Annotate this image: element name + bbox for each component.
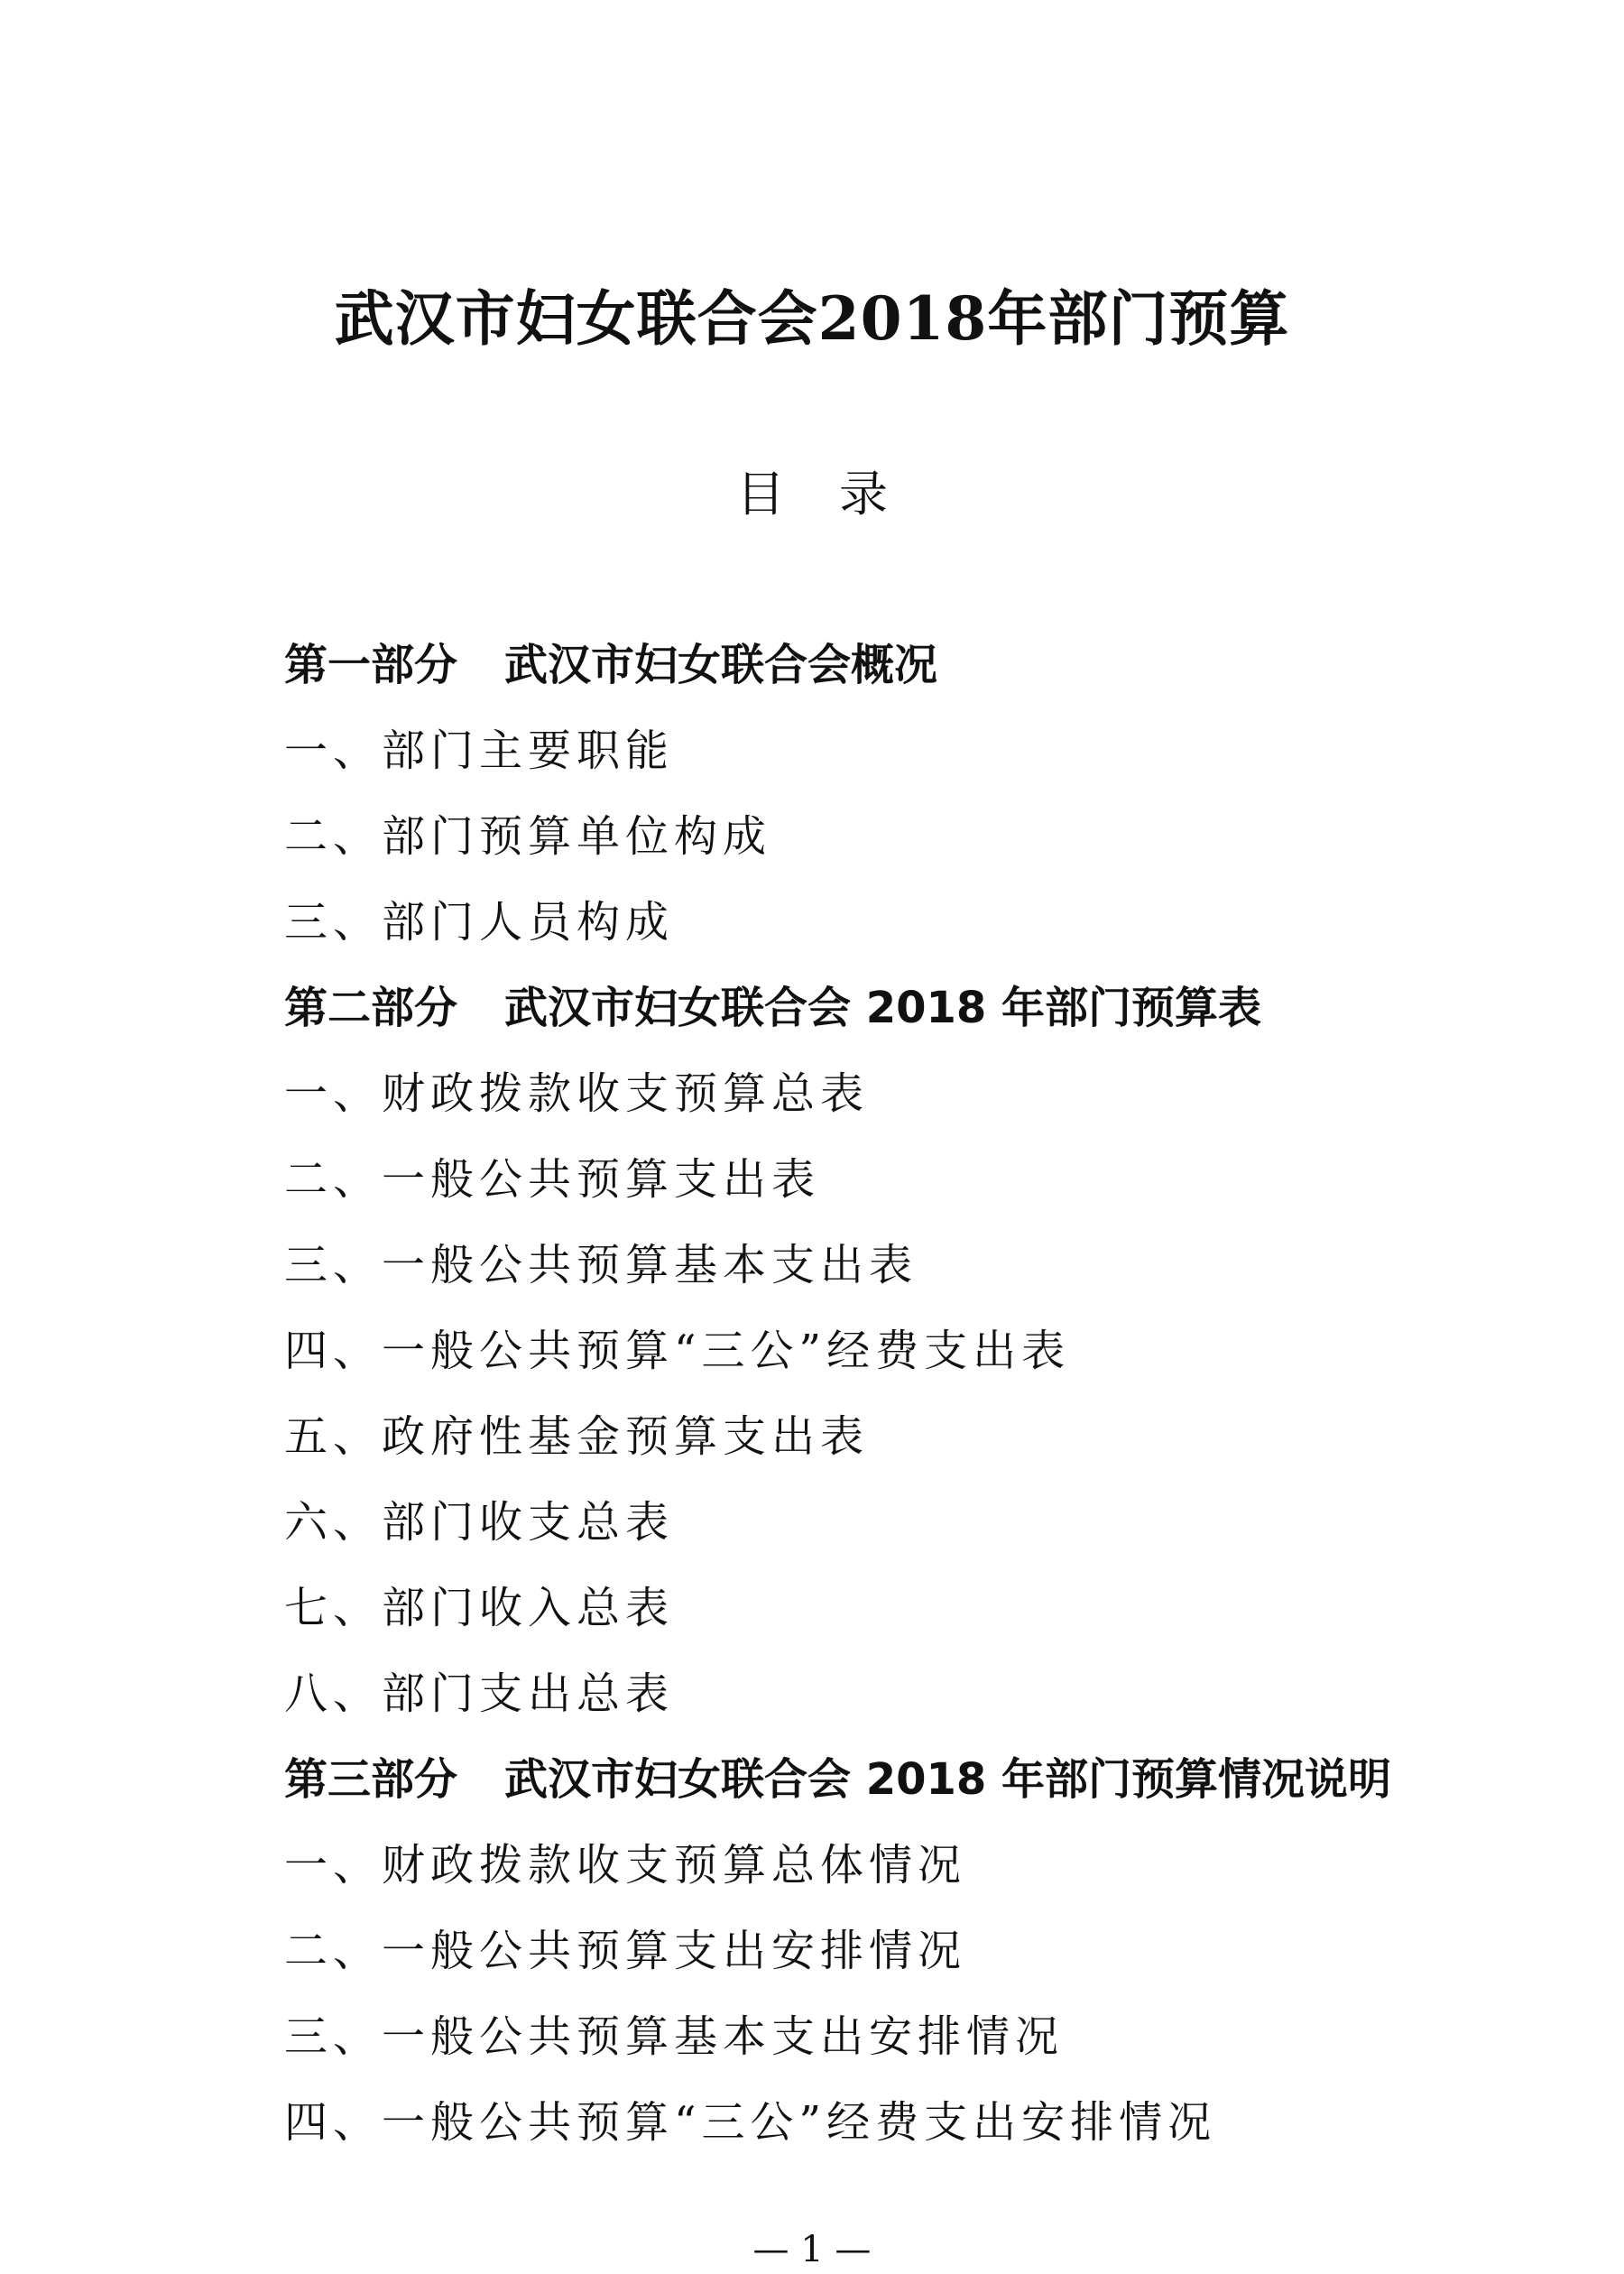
- toc-part-2: [284, 966, 1457, 1051]
- toc-part-label: 第三部分: [284, 1754, 458, 1805]
- page-number: — 1 —: [752, 2229, 872, 2270]
- toc-part-title: 武汉市妇女联合会 2018 年部门预算表: [504, 983, 1262, 1033]
- toc-item: 三、一般公共预算基本支出表: [284, 1240, 918, 1290]
- toc-item: 一、财政拨款收支预算总体情况: [284, 1840, 967, 1890]
- toc-item: 二、部门预算单位构成: [284, 811, 772, 862]
- toc-item: 二、一般公共预算支出安排情况: [284, 1926, 967, 1976]
- toc-heading: [0, 456, 1624, 525]
- toc-part-title: 武汉市妇女联合会概况: [504, 640, 938, 690]
- document-title: 武汉市妇女联合会2018年部门预算: [334, 283, 1290, 354]
- toc-item: 八、部门支出总表: [284, 1669, 675, 1719]
- toc-item: 三、一般公共预算基本支出安排情况: [284, 2011, 1065, 2062]
- toc-item: 五、政府性基金预算支出表: [284, 1411, 870, 1462]
- toc-part-3: [284, 1737, 1457, 1823]
- toc-item: 七、部门收入总表: [284, 1583, 675, 1633]
- toc-item: 六、部门收支总表: [284, 1497, 675, 1548]
- toc-part-label: 第二部分: [284, 983, 458, 1033]
- toc-part-title: 武汉市妇女联合会 2018 年部门预算情况说明: [504, 1754, 1392, 1805]
- table-of-contents: [284, 623, 1457, 2166]
- toc-part-label: 第一部分: [284, 640, 458, 690]
- toc-heading-right: 录: [839, 466, 888, 522]
- toc-item: 一、财政拨款收支预算总表: [284, 1068, 870, 1119]
- toc-heading-left: 目: [736, 466, 785, 522]
- toc-part-1: [284, 623, 1457, 708]
- toc-item: 一、部门主要职能: [284, 726, 675, 776]
- toc-item: 二、一般公共预算支出表: [284, 1154, 821, 1205]
- toc-item: 三、部门人员构成: [284, 897, 675, 948]
- toc-item: 四、一般公共预算“三公”经费支出安排情况: [284, 2097, 1217, 2148]
- toc-item: 四、一般公共预算“三公”经费支出表: [284, 1326, 1071, 1376]
